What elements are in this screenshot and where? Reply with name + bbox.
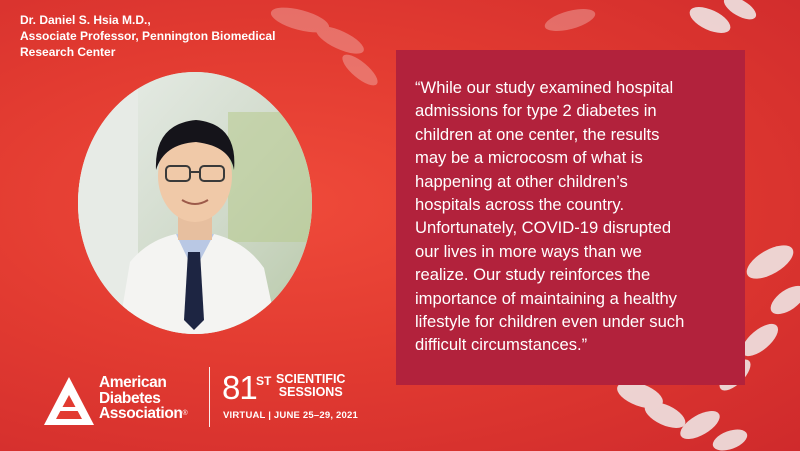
ada-wordmark	[99, 375, 187, 422]
ada-line1: American	[99, 374, 167, 391]
sessions-number: 81	[222, 369, 257, 406]
registered-mark: ®	[182, 410, 188, 417]
quote-box	[396, 50, 745, 385]
ada-triangle-logo-icon	[44, 377, 94, 425]
sessions-date: VIRTUAL | JUNE 25–29, 2021	[223, 410, 358, 421]
quote-text: “While our study examined hospital admissions for type 2 diabetes in children at one center, the results may be a microcosm of what is happening at other children’s hospitals across the country. Unfortunately, COVID-19 disrupted our lives in more ways than we realize. Our study reinforces the importance of maintaining a healthy lifestyle for children even under such difficult circumstances.”	[415, 78, 685, 355]
sessions-title-line2: SESSIONS	[278, 385, 343, 399]
speaker-name: Dr. Daniel S. Hsia M.D.,	[20, 13, 151, 27]
ada-line2: Diabetes	[99, 389, 161, 407]
ada-line3: Association	[99, 405, 183, 422]
footer-branding	[0, 365, 400, 435]
speaker-photo-illustration	[78, 72, 312, 334]
sessions-title-line1: SCIENTIFIC	[276, 372, 346, 386]
speaker-portrait	[78, 72, 312, 334]
speaker-title-line1: Associate Professor, Pennington Biomedical	[20, 29, 276, 43]
speaker-caption	[20, 12, 340, 60]
footer-divider	[209, 367, 210, 427]
sessions-title	[276, 373, 345, 399]
sessions-ordinal-suffix: ST	[256, 374, 272, 388]
speaker-title-line2: Research Center	[20, 45, 116, 59]
